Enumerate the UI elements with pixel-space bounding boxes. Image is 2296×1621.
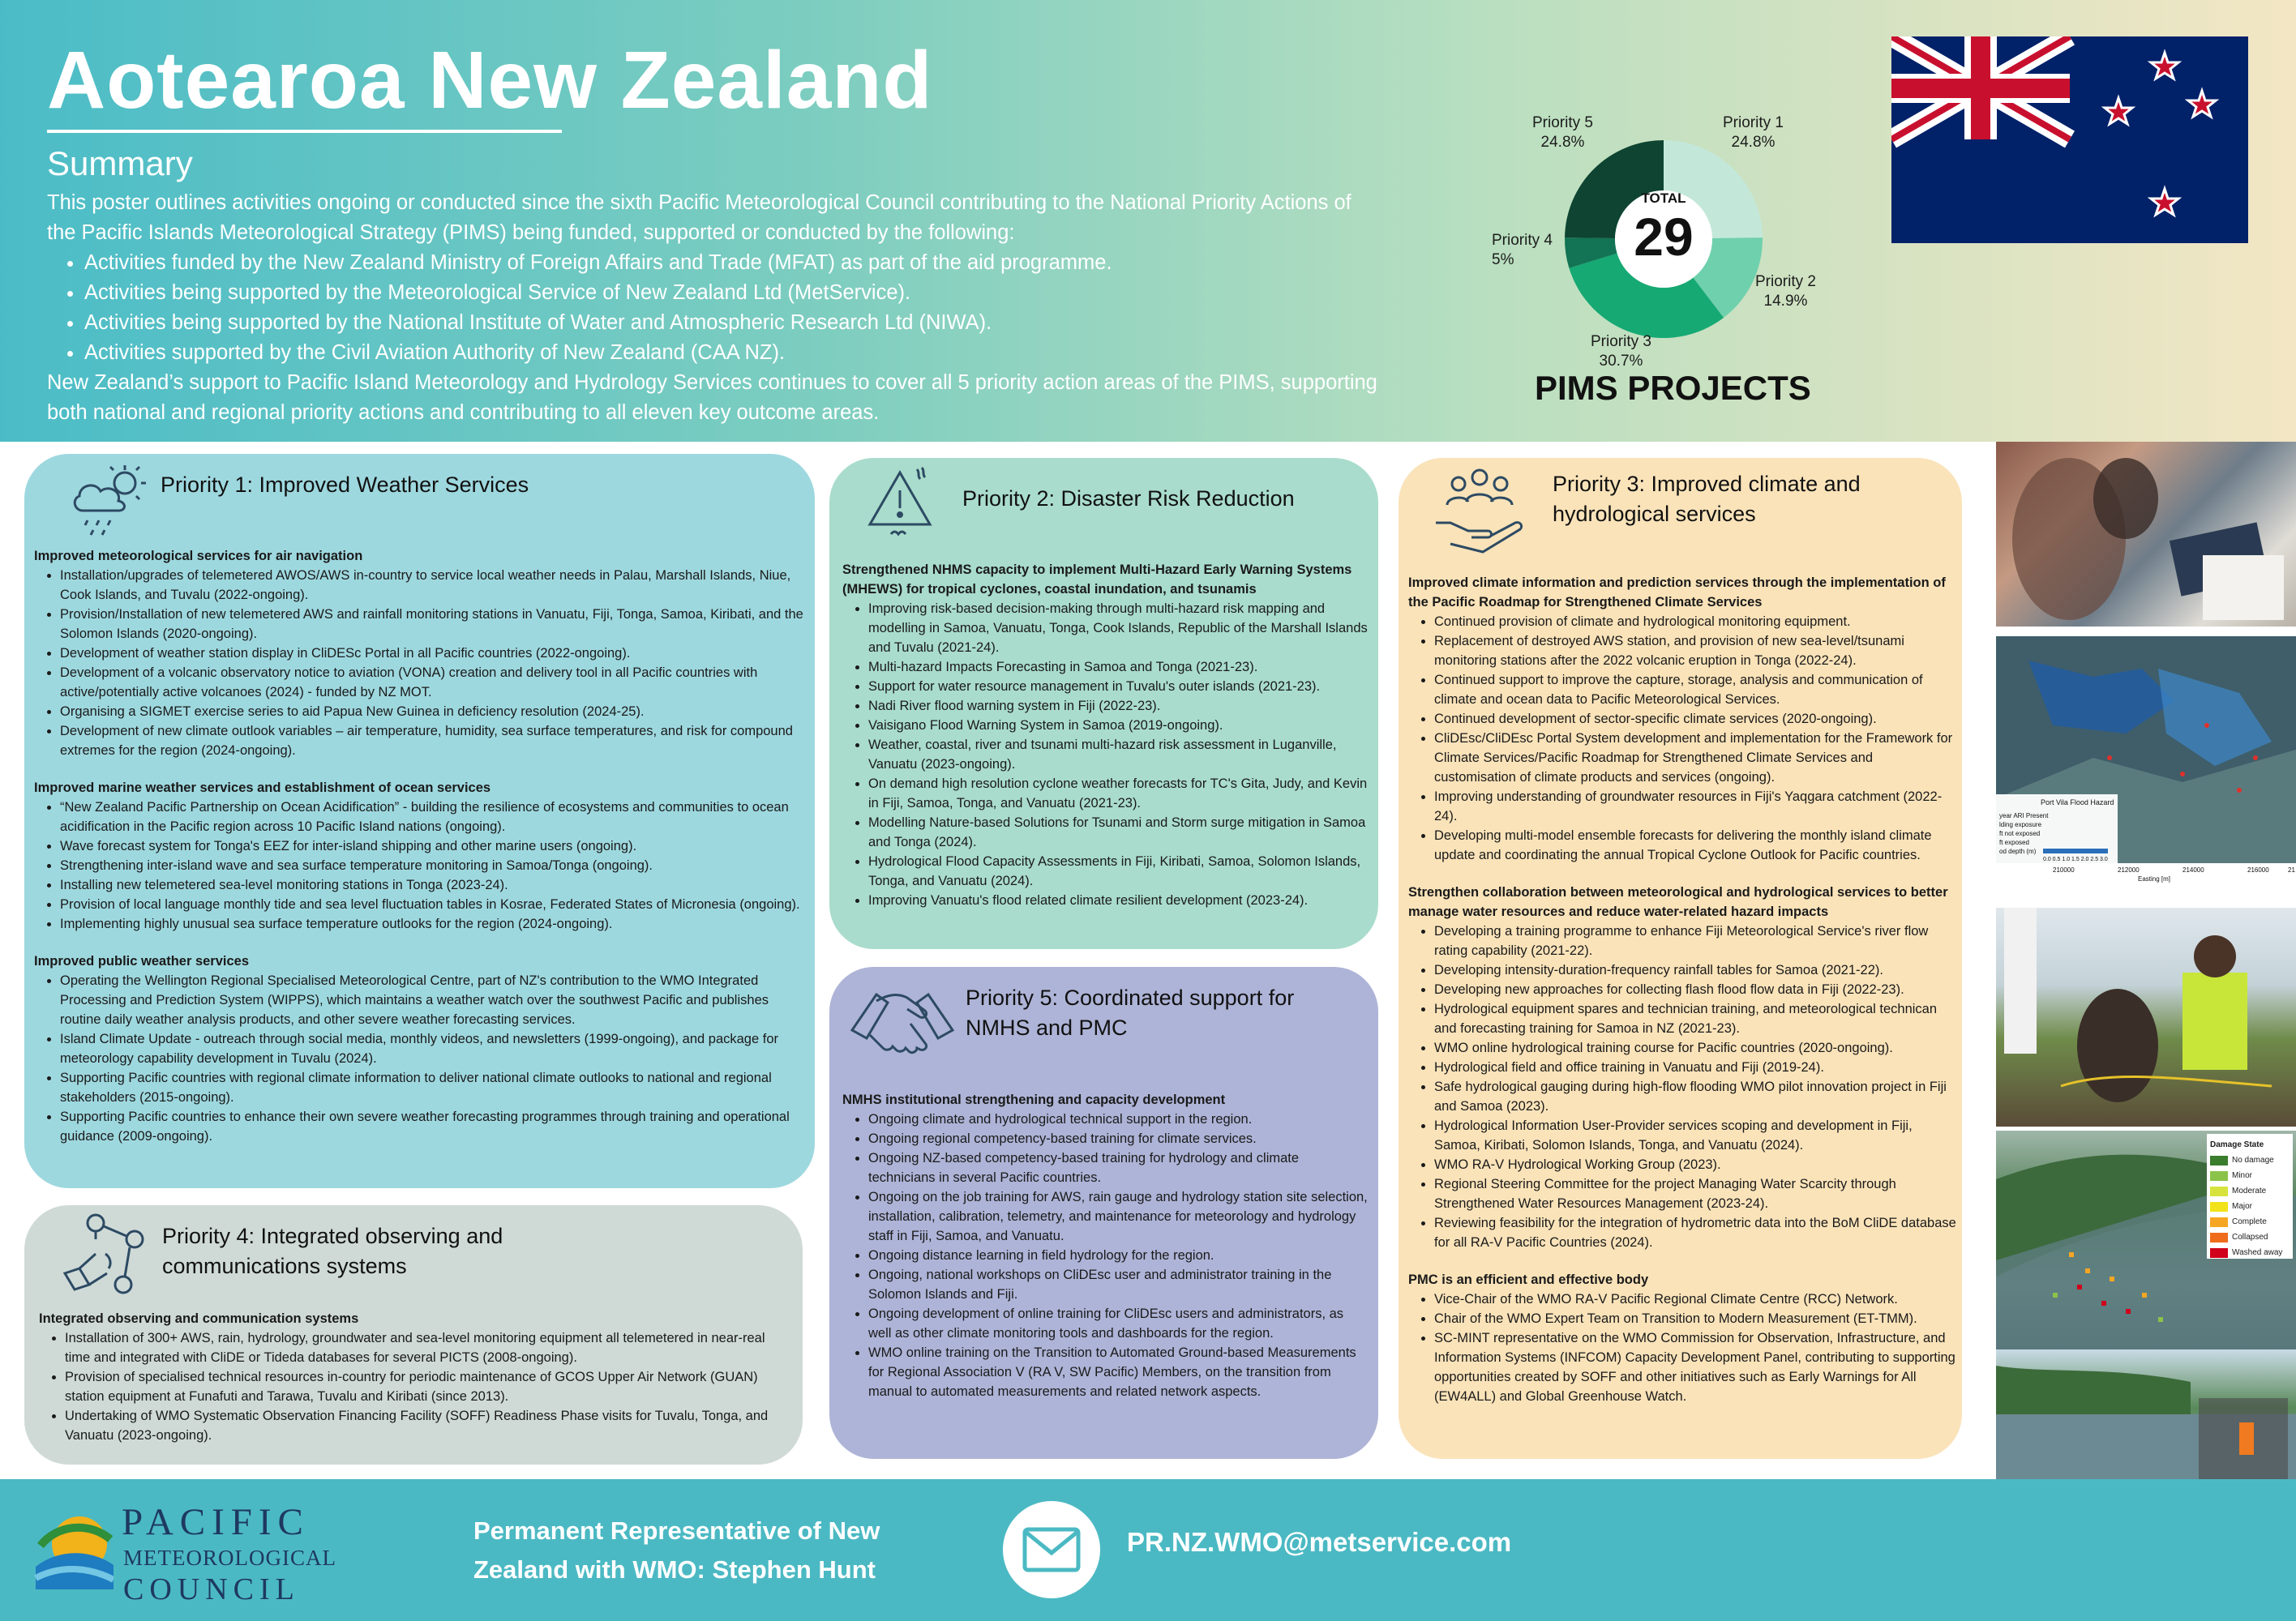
hazard-warning-icon: [863, 464, 936, 539]
list-item: • Strengthening inter-island wave and sea surface temperature monitoring in Samoa/Tonga (ongoing).: [60, 856, 812, 875]
flood-map-art: [1996, 636, 2296, 883]
damage-legend-row: [2210, 1183, 2290, 1199]
item-list: [868, 599, 1369, 910]
list-item: • “New Zealand Pacific Partnership on Ocean Acidification” - building the resilience of ecosystems and communities to ocean acidification in the Pacific region across 10 Pacific Island nations (ongoing).: [60, 798, 812, 836]
item-list: [1434, 922, 1956, 1252]
priority-5-panel: [829, 967, 1378, 1459]
slice-label-priority-1: Priority 1 24.8%: [1723, 114, 1784, 151]
priority-1-title: Priority 1: Improved Weather Services: [161, 473, 529, 497]
priority-4-body: [39, 1304, 793, 1445]
section-heading: PMC is an efficient and effective body: [1408, 1272, 1649, 1287]
list-item: • Ongoing on the job training for AWS, rain gauge and hydrology station site selection, installation, calibration, telemetry, and maintenance for meteorology and hydrology staff in Fiji, Samoa, and Vanuatu.: [868, 1187, 1369, 1246]
list-item: • Undertaking of WMO Systematic Observation Financing Facility (SOFF) Readiness Phase visits for Tuvalu, Tonga, and Vanuatu (2023-ongoing).: [65, 1406, 793, 1445]
photo-damage-state-aerial: [1996, 1131, 2296, 1351]
priority-4-title: Priority 4: Integrated observing and communications systems: [162, 1224, 503, 1278]
damage-legend-swatch: [2210, 1187, 2228, 1196]
damage-legend-swatch: [2210, 1233, 2228, 1242]
map-legend-item: ft not exposed: [1999, 830, 2041, 837]
damage-legend-swatch: [2210, 1248, 2228, 1258]
damage-legend-swatch: [2210, 1217, 2228, 1227]
damage-legend-label: No damage: [2232, 1156, 2274, 1165]
pmc-logo-line1: PACIFIC: [122, 1501, 310, 1543]
list-item: • Hydrological Flood Capacity Assessments in Fiji, Kiribati, Samoa, Solomon Islands, Tonga, and Vanuatu (2024).: [868, 852, 1369, 891]
list-item: • Vice-Chair of the WMO RA-V Pacific Regional Climate Centre (RCC) Network.: [1434, 1290, 1956, 1309]
list-item: • Developing new approaches for collecting flash flood flow data in Fiji (2022-23).: [1434, 980, 1956, 999]
section-heading: NMHS institutional strengthening and capacity development: [842, 1093, 1226, 1107]
list-item: • Implementing highly unusual sea surface temperature outlooks for the region (2024-ongoing).: [60, 914, 812, 934]
section-heading: Improved meteorological services for air navigation: [34, 549, 363, 563]
damage-legend-row: [2210, 1245, 2290, 1260]
list-item: • Installing new telemetered sea-level monitoring stations in Tonga (2023-24).: [60, 875, 812, 895]
priority-3-body: [1408, 568, 1956, 1406]
damage-legend-row: [2210, 1199, 2290, 1214]
section-heading: Integrated observing and communication systems: [39, 1311, 359, 1326]
section-heading: Improved marine weather services and establishment of ocean services: [34, 781, 491, 795]
damage-legend-label: Minor: [2232, 1171, 2253, 1180]
list-item: • Continued provision of climate and hydrological monitoring equipment.: [1434, 612, 1956, 631]
title-underline: [47, 130, 562, 133]
summary-intro: This poster outlines activities ongoing or conducted since the sixth Pacific Meteorological Council contributing to the National Priority Actions of the Pacific Islands Meteorological Strategy (PIMS) being funded, supported or conducted by the following:: [47, 191, 1351, 244]
list-item: • Provision/Installation of new telemetered AWS and rainfall monitoring stations in Vanuatu, Fiji, Tonga, Samoa, Kiribati, and the Solomon Islands (2020-ongoing).: [60, 605, 812, 644]
item-list: [1434, 1290, 1956, 1406]
list-item: • Supporting Pacific countries to enhance their own severe weather forecasting programmes through training and operational guidance (2009-ongoing).: [60, 1107, 812, 1146]
photo-training-laptop: [1996, 442, 2296, 627]
map-legend-item: ft exposed: [1999, 839, 2029, 846]
new-zealand-flag: [1891, 36, 2248, 243]
item-list: [60, 566, 812, 760]
pmc-logo-line3: COUNCIL: [123, 1572, 300, 1606]
list-item: • Development of new climate outlook variables – air temperature, humidity, sea surface temperatures, and risk for compound extremes for the region (2024-ongoing).: [60, 721, 812, 760]
priority-3-title-line: [1553, 469, 1925, 529]
section-heading: Strengthened NHMS capacity to implement Multi-Hazard Early Warning Systems (MHEWS) for tropical cyclones, coastal inundation, and tsunamis: [842, 562, 1352, 597]
damage-legend-swatch: [2210, 1156, 2228, 1165]
list-item: • Vaisigano Flood Warning System in Samoa (2019-ongoing).: [868, 716, 1369, 735]
summary-heading: Summary: [47, 144, 193, 182]
list-item: • WMO online hydrological training course for Pacific countries (2020-ongoing).: [1434, 1038, 1956, 1058]
priority-2-panel: [829, 458, 1378, 949]
slice-label-priority-2: Priority 2 14.9%: [1755, 273, 1816, 310]
damage-legend-rows: [2210, 1153, 2290, 1260]
list-item: • Continued support to improve the capture, storage, analysis and communication of climate and ocean data to Pacific Meteorological Services.: [1434, 670, 1956, 709]
list-item: • CliDEsc/CliDEsc Portal System development and implementation for the Framework for Climate Services/Pacific Roadmap for Strengthened Climate Services and customisation of climate products and services (ongoing).: [1434, 729, 1956, 787]
summary-text: [47, 188, 1385, 428]
map-legend-item: lding exposure: [1999, 821, 2042, 828]
network-communication-icon: [57, 1210, 154, 1301]
priority-2-body: [842, 555, 1369, 910]
pims-heading: PIMS PROJECTS: [1535, 369, 1811, 407]
priority-3-title: Priority 3: Improved climate and hydrological services: [1553, 472, 1861, 526]
list-item: • SC-MINT representative on the WMO Commission for Observation, Infrastructure, and Information Systems (INFCOM) Capacity Development Panel, contributing to supporting opportunities created by SOFF and other initiatives such as Early Warnings for All (EW4ALL) and Global Greenhouse Watch.: [1434, 1328, 1956, 1406]
map-title: Port Vila Flood Hazard: [2041, 798, 2114, 806]
river-photo-art: [1996, 1349, 2296, 1479]
list-item: • Support for water resource management in Tuvalu's outer islands (2021-23).: [868, 677, 1369, 696]
priority-1-body: [34, 541, 812, 1146]
people-hand-care-icon: [1431, 466, 1528, 555]
list-item: • Island Climate Update - outreach through social media, monthly videos, and newsletters (1999-ongoing), and package for meteorology capability development in Tuvalu (2024).: [60, 1029, 812, 1068]
map-tick: 210000: [2053, 866, 2075, 874]
list-item: • On demand high resolution cyclone weather forecasts for TC's Gita, Judy, and Kevin in Fiji, Samoa, Tonga, and Vanuatu (2021-23).: [868, 774, 1369, 813]
list-item: • Development of a volcanic observatory notice to aviation (VONA) creation and delivery tool in all Pacific countries with active/potentially active volcanoes (2024) - funded by NZ MOT.: [60, 663, 812, 702]
priority-3-panel: [1399, 458, 1962, 1459]
damage-legend-row: [2210, 1214, 2290, 1230]
summary-bullets: [84, 248, 1385, 368]
priority-2-title: Priority 2: Disaster Risk Reduction: [962, 486, 1295, 511]
damage-legend-label: Major: [2232, 1202, 2253, 1211]
list-item: • Ongoing distance learning in field hydrology for the region.: [868, 1246, 1369, 1265]
priority-5-title: Priority 5: Coordinated support for NMHS and PMC: [966, 986, 1295, 1040]
rep-line-2: Zealand with WMO: Stephen Hunt: [473, 1555, 876, 1584]
photo-field-hydrology-training: [1996, 908, 2296, 1127]
section-heading: Strengthen collaboration between meteorological and hydrological services to better manage water resources and reduce water-related hazard impacts: [1408, 885, 1948, 919]
damage-legend-swatch: [2210, 1202, 2228, 1212]
damage-legend-row: [2210, 1153, 2290, 1168]
list-item: • Provision of specialised technical resources in-country for periodic maintenance of GCOS Upper Air Network (GUAN) station equipment at Funafuti and Tarawa, Tuvalu and Kiribati (since 2013).: [65, 1367, 793, 1406]
map-tick: 216000: [2247, 866, 2269, 874]
list-item: • Improving Vanuatu's flood related climate resilient development (2023-24).: [868, 891, 1369, 910]
weather-cloud-sun-rain-icon: [66, 460, 156, 541]
list-item: • Chair of the WMO Expert Team on Transition to Modern Measurement (ET-TMM).: [1434, 1309, 1956, 1328]
pmc-logo-line2: METEOROLOGICAL: [123, 1546, 336, 1570]
summary-bullet: • Activities supported by the Civil Aviation Authority of New Zealand (CAA NZ).: [84, 338, 1385, 368]
list-item: • Supporting Pacific countries with regional climate information to deliver national climate outlooks to national and regional stakeholders (2015-ongoing).: [60, 1068, 812, 1107]
list-item: • Hydrological equipment spares and technician training, and meteorological technican and forecasting training for Samoa in NZ (2021-23).: [1434, 999, 1956, 1038]
list-item: • WMO online training on the Transition to Automated Ground-based Measurements for Regional Association V (RA V, SW Pacific) Members, on the transition from manual to automated measurements and related network aspects.: [868, 1343, 1369, 1401]
field-photo-art: [1996, 908, 2296, 1127]
item-list: [1434, 612, 1956, 865]
damage-legend-label: Collapsed: [2232, 1233, 2268, 1242]
slice-label-priority-4: Priority 4 5%: [1492, 232, 1553, 268]
list-item: • Multi-hazard Impacts Forecasting in Samoa and Tonga (2021-23).: [868, 657, 1369, 677]
map-tick: 21: [2288, 866, 2295, 874]
list-item: • Safe hydrological gauging during high-flow flooding WMO pilot innovation project in Fiji and Samoa (2023).: [1434, 1077, 1956, 1116]
donut-total-label: TOTAL: [1641, 190, 1686, 206]
list-item: • Modelling Nature-based Solutions for Tsunami and Storm surge mitigation in Samoa and Tonga (2024).: [868, 813, 1369, 852]
list-item: • Ongoing climate and hydrological technical support in the region.: [868, 1110, 1369, 1129]
item-list: [65, 1328, 793, 1445]
poster-header: [0, 0, 2296, 442]
list-item: • Nadi River flood warning system in Fiji (2022-23).: [868, 696, 1369, 716]
priority-4-panel: [24, 1205, 803, 1465]
damage-legend-label: Washed away: [2232, 1248, 2283, 1257]
list-item: • Continued development of sector-specific climate services (2020-ongoing).: [1434, 709, 1956, 729]
list-item: • Improving understanding of groundwater resources in Fiji's Yaqgara catchment (2022-24).: [1434, 787, 1956, 826]
pmc-logo-icon: [32, 1499, 114, 1600]
photo-port-vila-flood-map: [1996, 636, 2296, 883]
damage-legend-row: [2210, 1230, 2290, 1245]
item-list: [60, 798, 812, 934]
handshake-icon: [846, 973, 959, 1071]
flag-svg: [1891, 36, 2248, 243]
list-item: • Installation/upgrades of telemetered AWOS/AWS in-country to service local weather needs in Palau, Marshall Islands, Niue, Cook Islands, and Tuvalu (2022-ongoing).: [60, 566, 812, 605]
map-tick: 214000: [2182, 866, 2204, 874]
photo-river-gauging: [1996, 1349, 2296, 1479]
list-item: • Hydrological field and office training in Vanuatu and Fiji (2019-24).: [1434, 1058, 1956, 1077]
email-icon-badge: [1003, 1501, 1100, 1598]
list-item: • Ongoing, national workshops on CliDEsc user and administrator training in the Solomon Islands and Fiji.: [868, 1265, 1369, 1304]
summary-bullet: • Activities being supported by the Meteorological Service of New Zealand Ltd (MetService).: [84, 278, 1385, 308]
list-item: • Ongoing regional competency-based training for climate services.: [868, 1129, 1369, 1148]
damage-legend-title: Damage State: [2210, 1140, 2264, 1149]
damage-state-legend: [2207, 1134, 2293, 1259]
map-tick: 212000: [2118, 866, 2140, 874]
slice-label-priority-5: Priority 5 24.8%: [1532, 114, 1593, 151]
damage-legend-row: [2210, 1168, 2290, 1183]
item-list: [868, 1110, 1369, 1401]
photo-training-laptop-art: [1996, 442, 2296, 627]
list-item: • Organising a SIGMET exercise series to aid Papua New Guinea in deficiency resolution (2024-25).: [60, 702, 812, 721]
damage-legend-label: Moderate: [2232, 1187, 2267, 1195]
envelope-icon: [1022, 1527, 1081, 1572]
list-item: • Installation of 300+ AWS, rain, hydrology, groundwater and sea-level monitoring equipment all telemetered in near-real time and integrated with CliDE or Tideda databases for several PICTS (2008-ongoing).: [65, 1328, 793, 1367]
list-item: • Weather, coastal, river and tsunami multi-hazard risk assessment in Luganville, Vanuatu (2023-ongoing).: [868, 735, 1369, 774]
priority-1-panel: [24, 454, 815, 1188]
section-heading: Improved climate information and prediction services through the implementation of the Pacific Roadmap for Strengthened Climate Services: [1408, 575, 1946, 609]
summary-outro: New Zealand’s support to Pacific Island Meteorology and Hydrology Services continues to cover all 5 priority action areas of the PIMS, supporting both national and regional priority actions and contributing to all eleven key outcome areas.: [47, 371, 1377, 424]
summary-bullet: • Activities funded by the New Zealand Ministry of Foreign Affairs and Trade (MFAT) as part of the aid programme.: [84, 248, 1385, 278]
page-title: Aotearoa New Zealand: [47, 35, 933, 126]
rep-line-1: Permanent Representative of New: [473, 1516, 880, 1545]
map-legend-item: year ARI Present: [1999, 812, 2049, 819]
list-item: • Improving risk-based decision-making through multi-hazard risk mapping and modelling in Samoa, Vanuatu, Tonga, Cook Islands, Republic of the Marshall Islands and Tuvalu (2021-24).: [868, 599, 1369, 657]
map-legend-item: od depth (m): [1999, 848, 2037, 855]
list-item: • Hydrological Information User-Provider services scoping and development in Fiji, Samoa, Kiribati, Solomon Islands, Tonga, and Vanuatu (2024).: [1434, 1116, 1956, 1155]
damage-legend-label: Complete: [2232, 1217, 2267, 1226]
list-item: • Regional Steering Committee for the project Managing Water Scarcity through Strengthened Water Resources Management (2023-24).: [1434, 1174, 1956, 1213]
list-item: • Reviewing feasibility for the integration of hydrometric data into the BoM CliDE database for all RA-V Pacific Countries (2024).: [1434, 1213, 1956, 1252]
list-item: • Ongoing development of online training for CliDEsc users and administrators, as well as other climate monitoring tools and dashboards for the region.: [868, 1304, 1369, 1343]
map-axis-label: Easting [m]: [2138, 875, 2171, 883]
list-item: • Provision of local language monthly tide and sea level fluctuation tables in Kosrae, Federated States of Micronesia (ongoing).: [60, 895, 812, 914]
list-item: • Wave forecast system for Tonga's EEZ for inter-island shipping and other marine users (ongoing).: [60, 836, 812, 856]
list-item: • WMO RA-V Hydrological Working Group (2023).: [1434, 1155, 1956, 1174]
contact-email-link[interactable]: PR.NZ.WMO@metservice.com: [1127, 1527, 1512, 1557]
list-item: • Replacement of destroyed AWS station, and provision of new sea-level/tsunami monitoring stations after the 2022 volcanic eruption in Tonga (2022-24).: [1434, 631, 1956, 670]
damage-legend-swatch: [2210, 1171, 2228, 1181]
list-item: • Operating the Wellington Regional Specialised Meteorological Centre, part of NZ's contribution to the WMO Integrated Processing and Prediction System (WIPPS), which maintains a weather watch over the southwest Pacific and publishes routine daily weather analysis products, and other severe weather forecasting services.: [60, 971, 812, 1029]
item-list: [60, 971, 812, 1146]
list-item: • Developing intensity-duration-frequency rainfall tables for Samoa (2021-22).: [1434, 960, 1956, 980]
list-item: • Ongoing NZ-based competency-based training for hydrology and climate technicians in several Pacific countries.: [868, 1148, 1369, 1187]
list-item: • Developing multi-model ensemble forecasts for delivering the monthly island climate update and coordinating the annual Tropical Cyclone Outlook for Pacific countries.: [1434, 826, 1956, 865]
donut-total-value: 29: [1634, 207, 1694, 267]
list-item: • Developing a training programme to enhance Fiji Meteorological Service's river flow rating capability (2021-22).: [1434, 922, 1956, 960]
summary-bullet: • Activities being supported by the National Institute of Water and Atmospheric Research Ltd (NIWA).: [84, 308, 1385, 338]
priority-5-body: [842, 1085, 1369, 1401]
slice-label-priority-3: Priority 3 30.7%: [1591, 333, 1651, 370]
map-scale: 0.0 0.5 1.0 1.5 2.0 2.5 3.0: [2043, 857, 2108, 862]
permanent-representative: [473, 1512, 880, 1589]
section-heading: Improved public weather services: [34, 954, 250, 969]
list-item: • Development of weather station display in CliDESc Portal in all Pacific countries (2022-ongoing).: [60, 644, 812, 663]
